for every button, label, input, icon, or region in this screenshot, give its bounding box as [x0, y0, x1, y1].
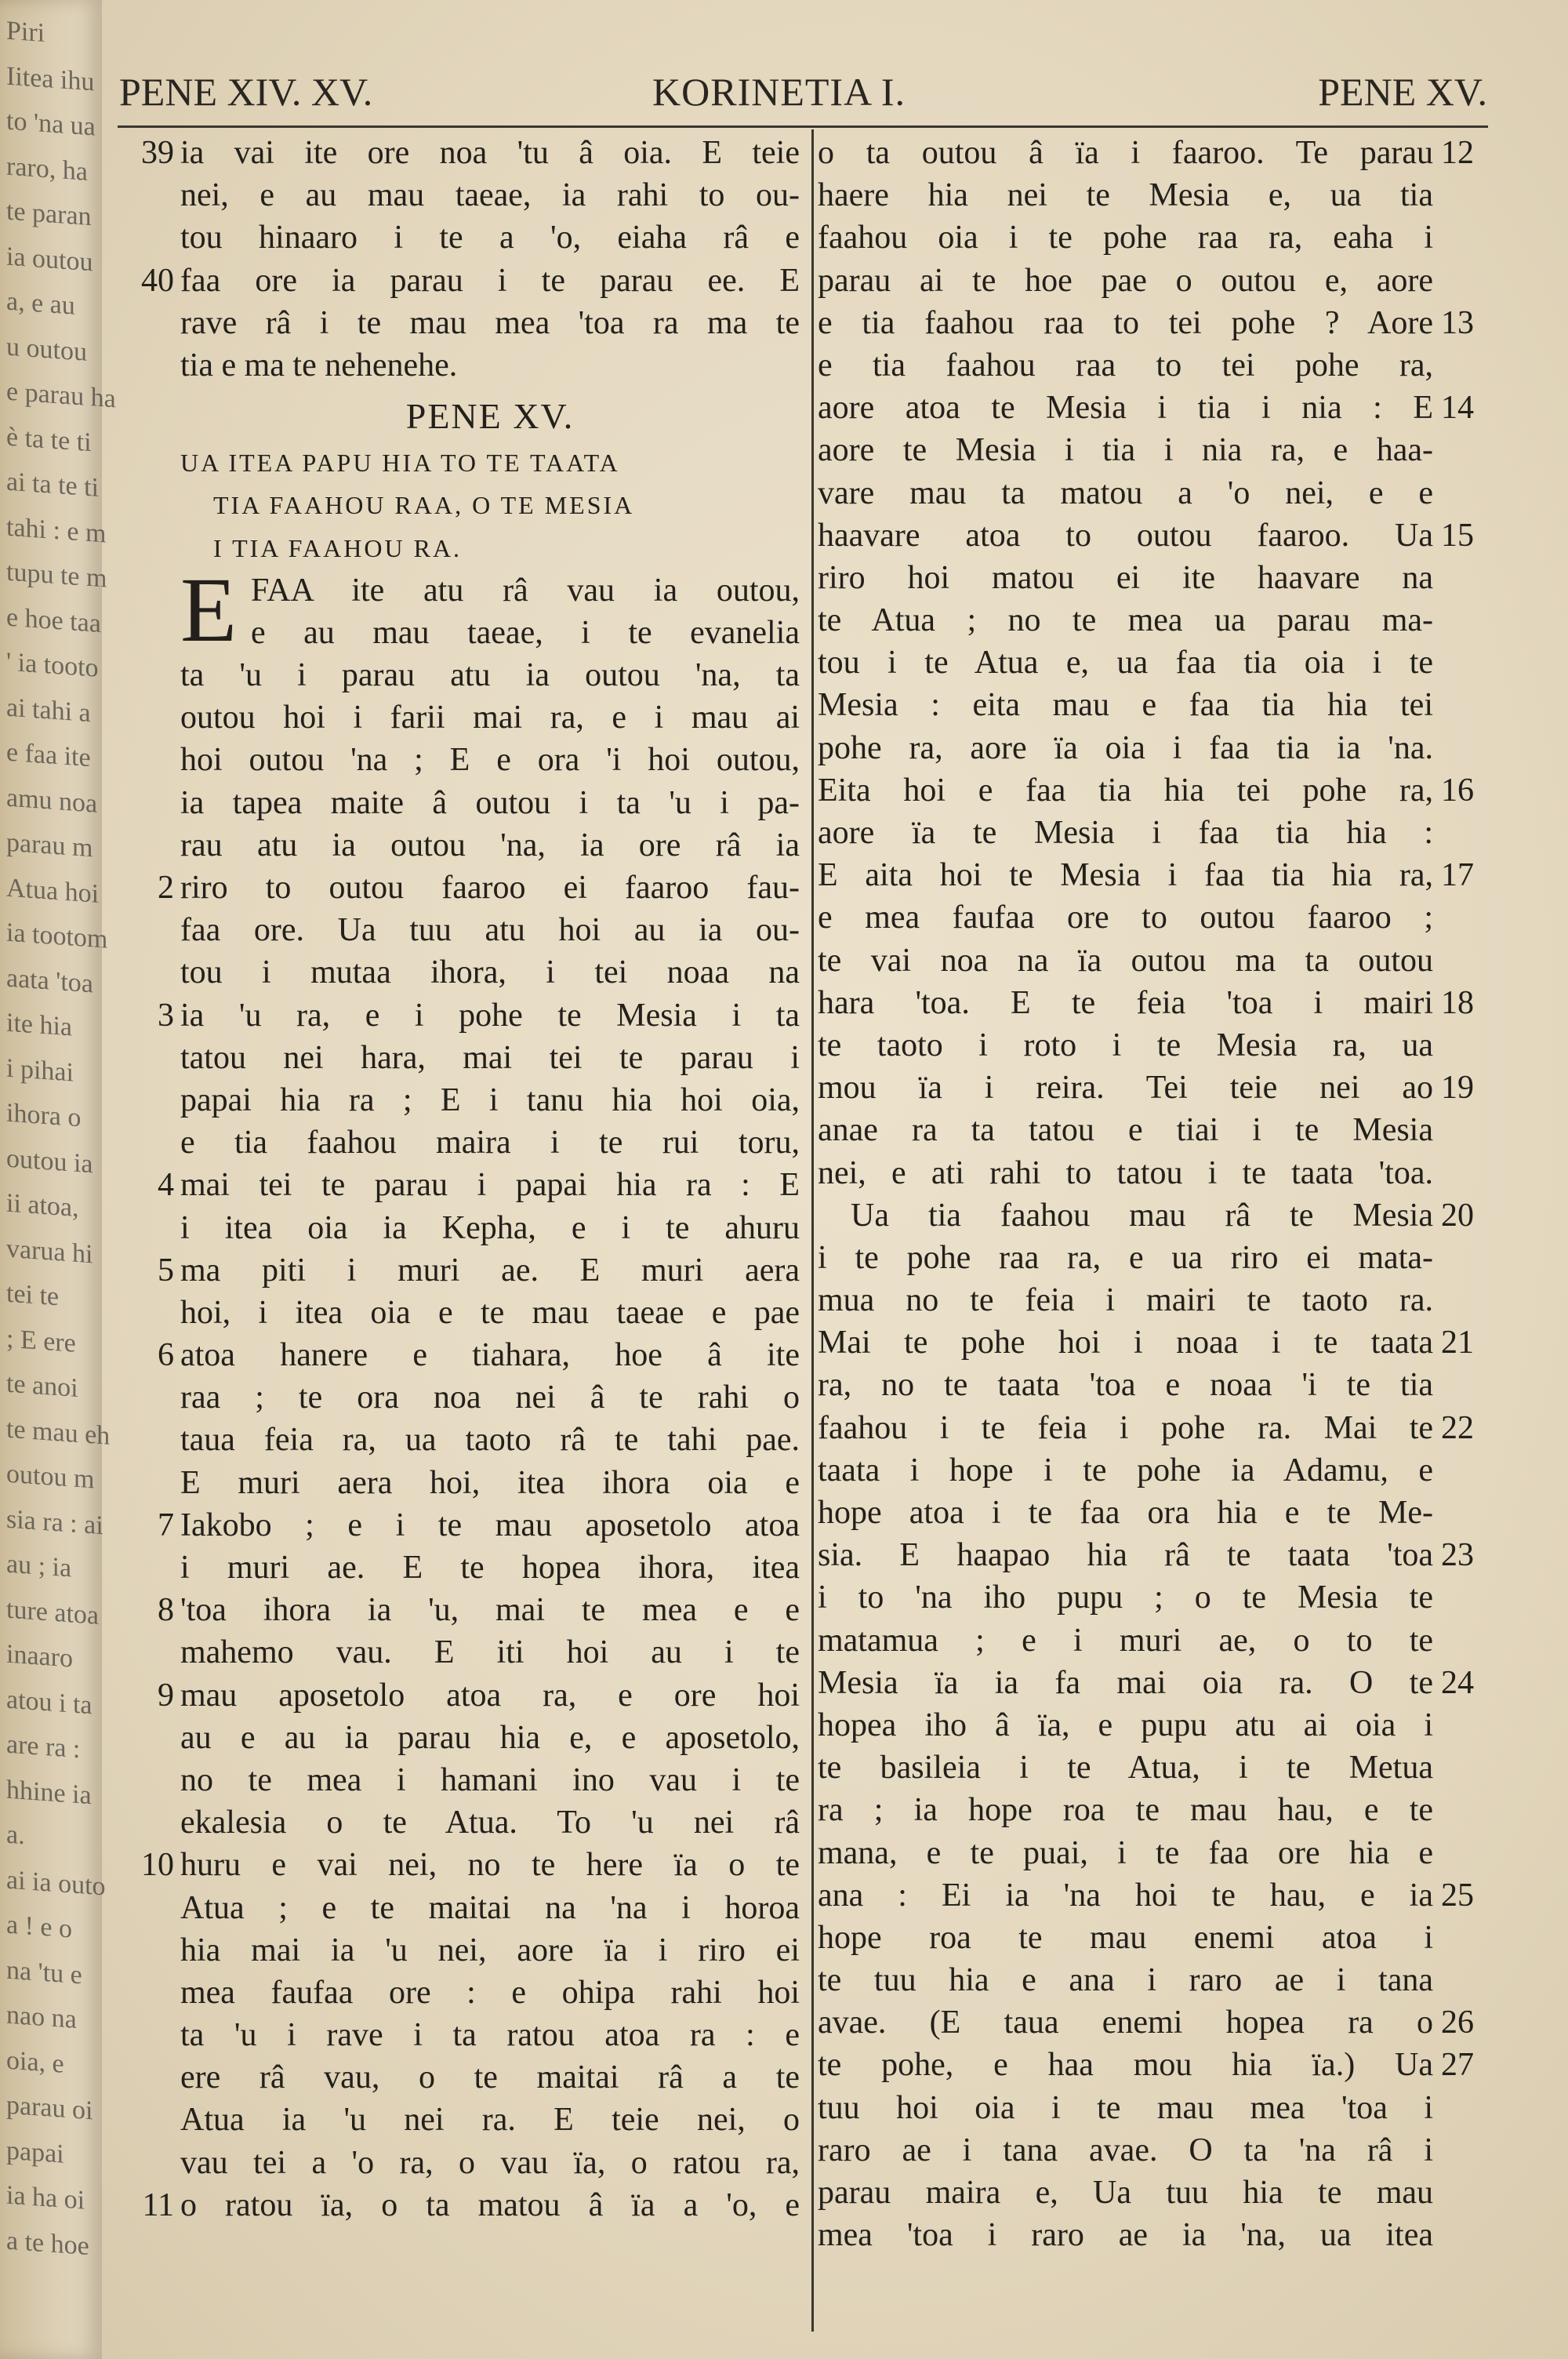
text-line: te Atua ; no te mea ua parau ma-: [818, 602, 1433, 639]
bleed-text: Piri: [6, 16, 45, 49]
verse-number: 40: [141, 263, 174, 299]
verse-number: [118, 1759, 174, 1801]
verse-number: [118, 1376, 174, 1419]
verse-number: 6: [158, 1337, 174, 1373]
bleed-text: Atua hoi: [6, 873, 100, 909]
text-line: huru e vai nei, no te here ïa o te: [180, 1847, 800, 1884]
text-line: o ta outou â ïa i faaroo. Te parau: [818, 135, 1433, 171]
bleed-text: a, e au: [6, 286, 75, 321]
bleed-text: tupu te m: [6, 557, 107, 594]
bleed-text: ihora o: [6, 1098, 82, 1133]
verse-number: [118, 1801, 174, 1844]
bleed-text: a te hoe: [6, 2226, 89, 2261]
text-line: ta 'u i rave i ta ratou atoa ra : e: [180, 2017, 800, 2054]
verse-number: [118, 1929, 174, 1972]
text-line: i te pohe raa ra, e ua riro ei mata-: [818, 1239, 1433, 1276]
text-line: ere râ vau, o te maitai râ a te: [180, 2059, 800, 2096]
bleed-text: i pihai: [6, 1053, 74, 1088]
text-line: 'toa ihora ia 'u, mai te mea e e: [180, 1592, 800, 1629]
bleed-text: au ; ia: [6, 1549, 72, 1583]
text-line: te tuu hia e ana i raro ae i tana: [818, 1962, 1433, 1999]
verse-number: [118, 2099, 174, 2141]
text-line: faahou i te feia i pohe ra. Mai te: [818, 1409, 1433, 1446]
verse-number: 20: [1441, 1198, 1474, 1234]
text-line: e au mau taeae, i te evanelia: [251, 614, 800, 651]
bleed-text: raro, ha: [6, 151, 88, 187]
bleed-text: to 'na ua: [6, 106, 96, 142]
left-column: [180, 132, 800, 2226]
bleed-text: ; E ere: [6, 1324, 76, 1358]
text-line: parau maira e, Ua tuu hia te mau: [818, 2175, 1433, 2211]
verse-number: [118, 2014, 174, 2056]
bleed-text: tei te: [6, 1278, 60, 1312]
text-line: sia. E haapao hia râ te taata 'toa: [818, 1537, 1433, 1574]
verse-number: [118, 1121, 174, 1164]
text-line: mahemo vau. E iti hoi au i te: [180, 1634, 800, 1671]
text-line: faa ore ia parau i te parau ee. E: [180, 262, 800, 299]
bleed-text: oia, e: [6, 2045, 64, 2079]
text-line: hoi, i itea oia e te mau taeae e pae: [180, 1294, 800, 1331]
text-line: ra ; ia hope roa te mau hau, e te: [818, 1792, 1433, 1829]
verse-number: 15: [1441, 518, 1474, 554]
text-line: hia mai ia 'u nei, aore ïa i riro ei: [180, 1932, 800, 1968]
bleed-text: ia outou: [6, 242, 93, 277]
verse-number: [118, 1462, 174, 1504]
text-line: haere hia nei te Mesia e, ua tia: [818, 177, 1433, 214]
bleed-text: te mau eh: [6, 1414, 111, 1451]
verse-number: [118, 612, 174, 654]
verse-number: 3: [158, 998, 174, 1034]
verse-number: [118, 1887, 174, 1929]
chapter-summary-line: UA ITEA PAPU HIA TO TE TAATA: [180, 449, 620, 478]
verse-number: 4: [158, 1167, 174, 1203]
verse-number: 24: [1441, 1665, 1474, 1701]
text-line: raro ae i tana avae. O ta 'na râ i: [818, 2132, 1433, 2168]
text-line: no te mea i hamani ino vau i te: [180, 1761, 800, 1798]
bleed-text: te anoi: [6, 1369, 78, 1404]
text-line: tatou nei hara, mai tei te parau i: [180, 1039, 800, 1076]
bleed-text: ture atoa: [6, 1594, 99, 1630]
verse-number: [118, 174, 174, 216]
bleed-text: aata 'toa: [6, 963, 93, 998]
verse-number: [118, 1207, 174, 1249]
bleed-text: te paran: [6, 196, 92, 232]
text-line: Iakobo ; e i te mau aposetolo atoa: [180, 1507, 800, 1543]
header-right: PENE XV.: [1318, 70, 1487, 114]
verse-number: 18: [1441, 985, 1474, 1021]
column-divider: [811, 129, 814, 2332]
text-line: matamua ; e i muri ae, o to te: [818, 1622, 1433, 1659]
verse-number: 7: [158, 1507, 174, 1543]
verse-number: [118, 951, 174, 994]
dropcap-block: [180, 558, 800, 661]
verse-number: [118, 696, 174, 739]
text-line: tia e ma te nehenehe.: [180, 347, 458, 383]
text-line: atoa hanere e tiahara, hoe â ite: [180, 1337, 800, 1374]
text-line: te vai noa na ïa outou ma ta outou: [818, 942, 1433, 979]
verse-number: [118, 1037, 174, 1079]
text-line: hope roa te mau enemi atoa i: [818, 1919, 1433, 1956]
verse-number: 39: [141, 135, 174, 171]
text-line: tou i te Atua e, ua faa tia oia i te: [818, 645, 1433, 682]
text-line: Atua ia 'u nei ra. E teie nei, o: [180, 2102, 800, 2139]
text-line: taua feia ra, ua taoto râ te tahi pae.: [180, 1422, 800, 1459]
verse-number: [118, 302, 174, 344]
verse-number: 25: [1441, 1877, 1474, 1914]
verse-number: [118, 1717, 174, 1759]
verse-number: [118, 782, 174, 824]
bleed-text: ai ia outo: [6, 1865, 106, 1901]
text-line: rau atu ia outou 'na, ia ore râ ia: [180, 827, 800, 863]
text-line: te basileia i te Atua, i te Metua: [818, 1750, 1433, 1787]
verse-number: 27: [1441, 2047, 1474, 2083]
text-line: te pohe, e haa mou hia ïa.) Ua: [818, 2047, 1433, 2084]
chapter-title: PENE XV.: [405, 396, 575, 437]
verse-number: [118, 0, 174, 42]
right-column: [818, 132, 1433, 2256]
verse-number: 8: [158, 1592, 174, 1628]
running-header: [119, 69, 1487, 116]
bleed-text: a.: [6, 1819, 25, 1851]
bleed-text: hhine ia: [6, 1775, 92, 1810]
text-line: e tia faahou maira i te rui toru,: [180, 1125, 800, 1161]
text-line: E muri aera hoi, itea ihora oia e: [180, 1464, 800, 1501]
verse-number: [118, 1631, 174, 1674]
bleed-text: ite hia: [6, 1008, 73, 1042]
verse-number: 9: [158, 1677, 174, 1714]
verse-number: 23: [1441, 1537, 1474, 1573]
text-line: ma piti i muri ae. E muri aera: [180, 1252, 800, 1289]
text-line: au e au ia parau hia e, e aposetolo,: [180, 1719, 800, 1756]
text-line: e tia faahou raa to tei pohe ra,: [818, 347, 1433, 383]
text-line: ekalesia o te Atua. To 'u nei râ: [180, 1805, 800, 1841]
bleed-text: ' ia tooto: [6, 647, 99, 683]
text-line: o ratou ïa, o ta matou â ïa a 'o, e: [180, 2186, 800, 2223]
verse-number: 5: [158, 1252, 174, 1289]
text-line: riro to outou faaroo ei faaroo fau-: [180, 870, 800, 906]
verse-number: [118, 1972, 174, 2014]
text-line: outou hoi i farii mai ra, e i mau ai: [180, 700, 800, 736]
bleed-text: are ra :: [6, 1729, 81, 1765]
bleed-text: parau oi: [6, 2090, 93, 2126]
text-line: Mesia : eita mau e faa tia hia tei: [818, 687, 1433, 724]
text-line: E aita hoi te Mesia i faa tia hia ra,: [818, 857, 1433, 894]
verse-number: 26: [1441, 2005, 1474, 2041]
dropcap-letter: E: [180, 558, 238, 661]
bleed-text: inaaro: [6, 1639, 73, 1674]
bleed-text: papai: [6, 2135, 64, 2169]
text-line: Mai te pohe hoi i noaa i te taata: [818, 1325, 1433, 1361]
bleed-text: sia ra : ai: [6, 1504, 103, 1540]
text-line: mua no te feia i mairi te taoto ra.: [818, 1282, 1433, 1319]
text-line: aore ïa te Mesia i faa tia hia :: [818, 815, 1433, 851]
verse-number: 14: [1441, 390, 1474, 426]
text-line: avae. (E taua enemi hopea ra o: [818, 2005, 1433, 2041]
verse-number: [118, 909, 174, 951]
verse-number: [118, 569, 174, 612]
text-line: Atua ; e te maitai na 'na i horoa: [180, 1889, 800, 1926]
text-line: vau tei a 'o ra, o vau ïa, o ratou ra,: [180, 2144, 800, 2181]
bleed-text: na 'tu e: [6, 1955, 82, 1990]
bleed-text: ia tootom: [6, 918, 108, 954]
verse-number: 13: [1441, 305, 1474, 341]
text-line: i itea oia ia Kepha, e i te ahuru: [180, 1209, 800, 1246]
text-line: te taoto i roto i te Mesia ra, ua: [818, 1027, 1433, 1063]
text-line: faahou oia i te pohe raa ra, eaha i: [818, 220, 1433, 256]
text-line: vare mau ta matou a 'o nei, e e: [818, 474, 1433, 511]
text-line: Ua tia faahou mau râ te Mesia: [851, 1197, 1433, 1234]
bleed-text: ia ha oi: [6, 2180, 85, 2215]
text-line: Eita hoi e faa tia hia tei pohe ra,: [818, 772, 1433, 809]
text-line: faa ore. Ua tuu atu hoi au ia ou-: [180, 912, 800, 949]
text-line: i muri ae. E te hopea ihora, itea: [180, 1550, 800, 1586]
text-line: haavare atoa to outou faaroo. Ua: [818, 517, 1433, 554]
text-line: mana, e te puai, i te faa ore hia e: [818, 1834, 1433, 1871]
bleed-text: u outou: [6, 332, 87, 367]
text-line: mea faufaa ore : e ohipa rahi hoi: [180, 1974, 800, 2011]
text-line: hopea iho â ïa, e pupu atu ai oia i: [818, 1707, 1433, 1743]
verse-number: 17: [1441, 857, 1474, 893]
verse-number: 16: [1441, 772, 1474, 809]
header-rule: [118, 125, 1488, 128]
text-line: tuu hoi oia i te mau mea 'toa i: [818, 2089, 1433, 2126]
bleed-text: nao na: [6, 2000, 77, 2034]
text-line: mau aposetolo atoa ra, e ore hoi: [180, 1677, 800, 1714]
bleed-text: outou m: [6, 1459, 95, 1495]
text-line: nei, e ati rahi to tatou i te taata 'toa.: [818, 1154, 1433, 1191]
verse-number: [118, 1419, 174, 1461]
bleed-text: parau m: [6, 827, 93, 863]
text-line: ia 'u ra, e i pohe te Mesia i ta: [180, 997, 800, 1034]
text-line: tou hinaaro i te a 'o, eiaha râ e: [180, 220, 800, 256]
header-left: PENE XIV. XV.: [119, 70, 373, 114]
verse-number: 2: [158, 870, 174, 906]
bleed-text: ii atoa,: [6, 1188, 79, 1223]
verse-number: 10: [141, 1847, 174, 1883]
text-line: riro hoi matou ei ite haavare na: [818, 559, 1433, 596]
text-line: hara 'toa. E te feia 'toa i mairi: [818, 984, 1433, 1021]
bleed-text: e hoe taa: [6, 602, 101, 638]
verse-number: [118, 654, 174, 696]
bleed-text: varua hi: [6, 1234, 93, 1269]
text-line: FAA ite atu râ vau ia outou,: [251, 572, 800, 609]
bleed-text: e faa ite: [6, 737, 91, 773]
verse-number: 22: [1441, 1410, 1474, 1446]
text-line: ra, no te taata 'toa e noaa 'i te tia: [818, 1367, 1433, 1404]
bleed-text: ai ta te ti: [6, 467, 100, 503]
bleed-text: outou ia: [6, 1143, 93, 1179]
bleed-text: ai tahi a: [6, 692, 91, 728]
text-line: anae ra ta tatou e tiai i te Mesia: [818, 1112, 1433, 1149]
text-line: aore te Mesia i tia i nia ra, e haa-: [818, 432, 1433, 469]
verse-number: [118, 216, 174, 259]
text-line: mea 'toa i raro ae ia 'na, ua itea: [818, 2217, 1433, 2254]
verse-number: [118, 2056, 174, 2099]
text-line: e tia faahou raa to tei pohe ? Aore: [818, 304, 1433, 341]
text-line: pohe ra, aore ïa oia i faa tia ia 'na.: [818, 729, 1433, 766]
bleed-text: atou i ta: [6, 1685, 93, 1720]
text-line: mou ïa i reira. Tei teie nei ao: [818, 1070, 1433, 1107]
chapter-summary-line: I TIA FAAHOU RA.: [213, 533, 463, 562]
text-line: ia vai ite ore noa 'tu â oia. E teie: [180, 135, 800, 171]
text-line: rave râ i te mau mea 'toa ra ma te: [180, 304, 800, 341]
text-line: i to 'na iho pupu ; o te Mesia te: [818, 1579, 1433, 1616]
verse-number: [118, 344, 174, 387]
text-line: papai hia ra ; E i tanu hia hoi oia,: [180, 1081, 800, 1118]
bleed-text: a ! e o: [6, 1910, 73, 1944]
bleed-text: Iitea ihu: [6, 61, 95, 96]
text-line: taata i hope i te pohe ia Adamu, e: [818, 1452, 1433, 1488]
verse-number: 11: [142, 2187, 174, 2223]
bleed-text: e parau ha: [6, 376, 116, 414]
text-line: Mesia ïa ia fa mai oia ra. O te: [818, 1664, 1433, 1701]
bleed-text: è ta te ti: [6, 422, 92, 457]
text-line: mai tei te parau i papai hia ra : E: [180, 1167, 800, 1204]
text-line: ta 'u i parau atu ia outou 'na, ta: [180, 657, 800, 694]
verse-number: [118, 1079, 174, 1121]
header-center: KORINETIA I.: [652, 70, 906, 114]
left-verse-numbers: [118, 0, 174, 2223]
verse-number: 19: [1441, 1070, 1474, 1106]
bleed-through-margin: [0, 0, 116, 2359]
text-line: raa ; te ora noa nei â te rahi o: [180, 1379, 800, 1416]
text-line: nei, e au mau taeae, ia rahi to ou-: [180, 177, 800, 214]
chapter-summary-line: TIA FAAHOU RAA, O TE MESIA: [213, 491, 635, 520]
verse-number: [118, 1292, 174, 1334]
verse-number: 12: [1441, 135, 1474, 171]
bleed-text: tahi : e m: [6, 512, 107, 549]
text-line: aore atoa te Mesia i tia i nia : E: [818, 390, 1433, 427]
text-line: tou i mutaa ihora, i tei noaa na: [180, 954, 800, 991]
text-line: e mea faufaa ore to outou faaroo ;: [818, 900, 1433, 936]
text-line: hoi outou 'na ; E e ora 'i hoi outou,: [180, 742, 800, 779]
text-line: parau ai te hoe pae o outou e, aore: [818, 262, 1433, 299]
verse-number: [118, 1547, 174, 1589]
bleed-text: amu noa: [6, 783, 98, 819]
verse-number: [118, 2142, 174, 2184]
verse-number: [118, 739, 174, 781]
text-line: ia tapea maite â outou i ta 'u i pa-: [180, 784, 800, 821]
verse-number: [118, 824, 174, 867]
verse-number: 21: [1441, 1325, 1474, 1361]
text-line: hope atoa i te faa ora hia e te Me-: [818, 1495, 1433, 1531]
text-line: ana : Ei ia 'na hoi te hau, e ia: [818, 1877, 1433, 1914]
